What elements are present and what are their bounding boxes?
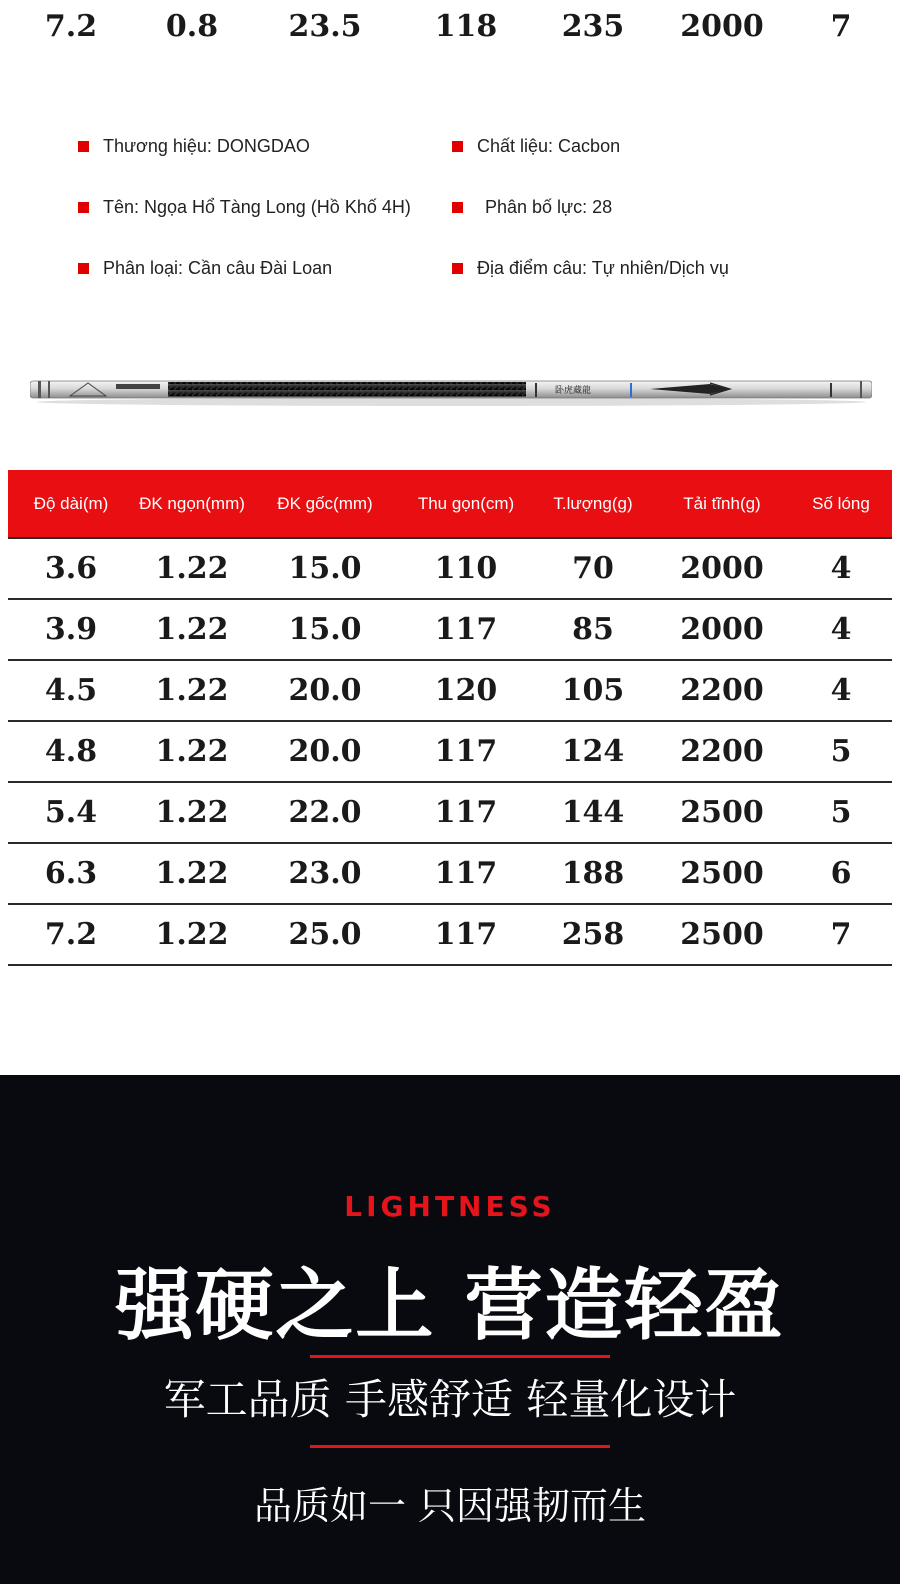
table-cell: 20.0 bbox=[288, 673, 362, 708]
table-row bbox=[8, 722, 892, 783]
table-cell: 2000 bbox=[680, 551, 764, 586]
spec-material bbox=[452, 136, 620, 157]
table-cell: 1.22 bbox=[155, 673, 229, 708]
table-cell: 1.22 bbox=[155, 795, 229, 830]
red-square-bullet-icon bbox=[78, 263, 89, 274]
red-square-bullet-icon bbox=[452, 202, 463, 213]
spec-table bbox=[8, 470, 892, 966]
header-length: Độ dài(m) bbox=[33, 493, 109, 513]
header-weight: T.lượng(g) bbox=[553, 493, 633, 513]
spec-power-label: Phân bố lực: 28 bbox=[485, 197, 613, 217]
svg-text:卧虎藏龍: 卧虎藏龍 bbox=[555, 386, 592, 396]
table-row bbox=[8, 600, 892, 661]
table-cell: 117 bbox=[434, 734, 498, 769]
red-divider bbox=[310, 1355, 610, 1358]
table-cell: 4 bbox=[830, 612, 852, 647]
table-cell: 3.6 bbox=[44, 551, 98, 586]
table-cell: 1.22 bbox=[155, 551, 229, 586]
table-cell: 2500 bbox=[680, 856, 764, 891]
banner-tag: LIGHTNESS bbox=[344, 1190, 556, 1223]
table-cell: 117 bbox=[434, 795, 498, 830]
header-tip-diameter: ĐK ngọn(mm) bbox=[139, 493, 245, 513]
table-cell: 15.0 bbox=[288, 551, 362, 586]
table-cell: 117 bbox=[434, 612, 498, 647]
spec-name-label: Tên: Ngọa Hổ Tàng Long (Hồ Khố 4H) bbox=[103, 197, 411, 217]
table-cell: 188 bbox=[561, 856, 625, 891]
banner-headline: 强硬之上 营造轻盈 bbox=[115, 1261, 785, 1351]
table-row bbox=[8, 844, 892, 905]
header-static-load: Tải tĩnh(g) bbox=[683, 493, 761, 513]
table-cell: 4.5 bbox=[44, 673, 98, 708]
red-divider bbox=[310, 1445, 610, 1448]
table-cell: 117 bbox=[434, 917, 498, 952]
table-cell: 5 bbox=[830, 795, 852, 830]
cell-butt-diameter: 23.5 bbox=[288, 8, 362, 44]
table-cell: 2000 bbox=[680, 612, 764, 647]
table-cell: 258 bbox=[561, 917, 625, 952]
cell-length: 7.2 bbox=[44, 8, 98, 44]
spec-power bbox=[452, 197, 612, 218]
table-row bbox=[8, 539, 892, 600]
fishing-rod-image bbox=[30, 378, 872, 408]
table-cell: 1.22 bbox=[155, 917, 229, 952]
banner-tagline: 品质如一 只因强韧而生 bbox=[253, 1484, 647, 1528]
table-cell: 23.0 bbox=[288, 856, 362, 891]
cell-closed-length: 118 bbox=[434, 8, 498, 44]
banner-subtitle: 军工品质 手感舒适 轻量化设计 bbox=[163, 1375, 737, 1424]
partial-spec-row bbox=[8, 0, 892, 52]
table-cell: 70 bbox=[572, 551, 614, 586]
red-square-bullet-icon bbox=[452, 263, 463, 274]
red-square-bullet-icon bbox=[452, 141, 463, 152]
table-row bbox=[8, 905, 892, 966]
table-cell: 22.0 bbox=[288, 795, 362, 830]
table-cell: 117 bbox=[434, 856, 498, 891]
table-cell: 1.22 bbox=[155, 734, 229, 769]
table-cell: 15.0 bbox=[288, 612, 362, 647]
table-cell: 1.22 bbox=[155, 856, 229, 891]
table-cell: 6.3 bbox=[44, 856, 98, 891]
spec-category bbox=[78, 258, 332, 279]
cell-static-load: 2000 bbox=[680, 8, 764, 44]
spec-brand bbox=[78, 136, 310, 157]
red-square-bullet-icon bbox=[78, 141, 89, 152]
table-cell: 25.0 bbox=[288, 917, 362, 952]
table-cell: 2500 bbox=[680, 795, 764, 830]
table-cell: 110 bbox=[434, 551, 498, 586]
cell-sections: 7 bbox=[830, 8, 852, 44]
table-cell: 4 bbox=[830, 551, 852, 586]
table-cell: 2200 bbox=[680, 734, 764, 769]
header-sections: Số lóng bbox=[812, 493, 870, 513]
table-cell: 4 bbox=[830, 673, 852, 708]
table-cell: 5.4 bbox=[44, 795, 98, 830]
header-butt-diameter: ĐK gốc(mm) bbox=[277, 493, 373, 513]
table-cell: 144 bbox=[561, 795, 625, 830]
table-cell: 2500 bbox=[680, 917, 764, 952]
cell-tip-diameter: 0.8 bbox=[165, 8, 219, 44]
table-cell: 20.0 bbox=[288, 734, 362, 769]
spec-category-label: Phân loại: Cần câu Đài Loan bbox=[103, 258, 333, 278]
spec-name bbox=[78, 197, 411, 218]
table-cell: 3.9 bbox=[44, 612, 98, 647]
header-closed-length: Thu gọn(cm) bbox=[417, 493, 515, 513]
table-cell: 1.22 bbox=[155, 612, 229, 647]
table-cell: 105 bbox=[561, 673, 625, 708]
spec-material-label: Chất liệu: Cacbon bbox=[477, 136, 621, 156]
spec-location bbox=[452, 258, 729, 279]
table-cell: 7 bbox=[830, 917, 852, 952]
spec-brand-label: Thương hiệu: DONGDAO bbox=[103, 136, 310, 156]
table-cell: 7.2 bbox=[44, 917, 98, 952]
table-row bbox=[8, 783, 892, 844]
table-row bbox=[8, 661, 892, 722]
cell-weight: 235 bbox=[561, 8, 625, 44]
table-cell: 2200 bbox=[680, 673, 764, 708]
table-cell: 120 bbox=[434, 673, 498, 708]
table-cell: 6 bbox=[830, 856, 852, 891]
table-cell: 5 bbox=[830, 734, 852, 769]
table-cell: 124 bbox=[561, 734, 625, 769]
promo-banner bbox=[0, 1075, 900, 1584]
spec-location-label: Địa điểm câu: Tự nhiên/Dịch vụ bbox=[477, 258, 729, 278]
red-square-bullet-icon bbox=[78, 202, 89, 213]
table-header bbox=[8, 470, 892, 537]
table-cell: 85 bbox=[572, 612, 614, 647]
table-cell: 4.8 bbox=[44, 734, 98, 769]
